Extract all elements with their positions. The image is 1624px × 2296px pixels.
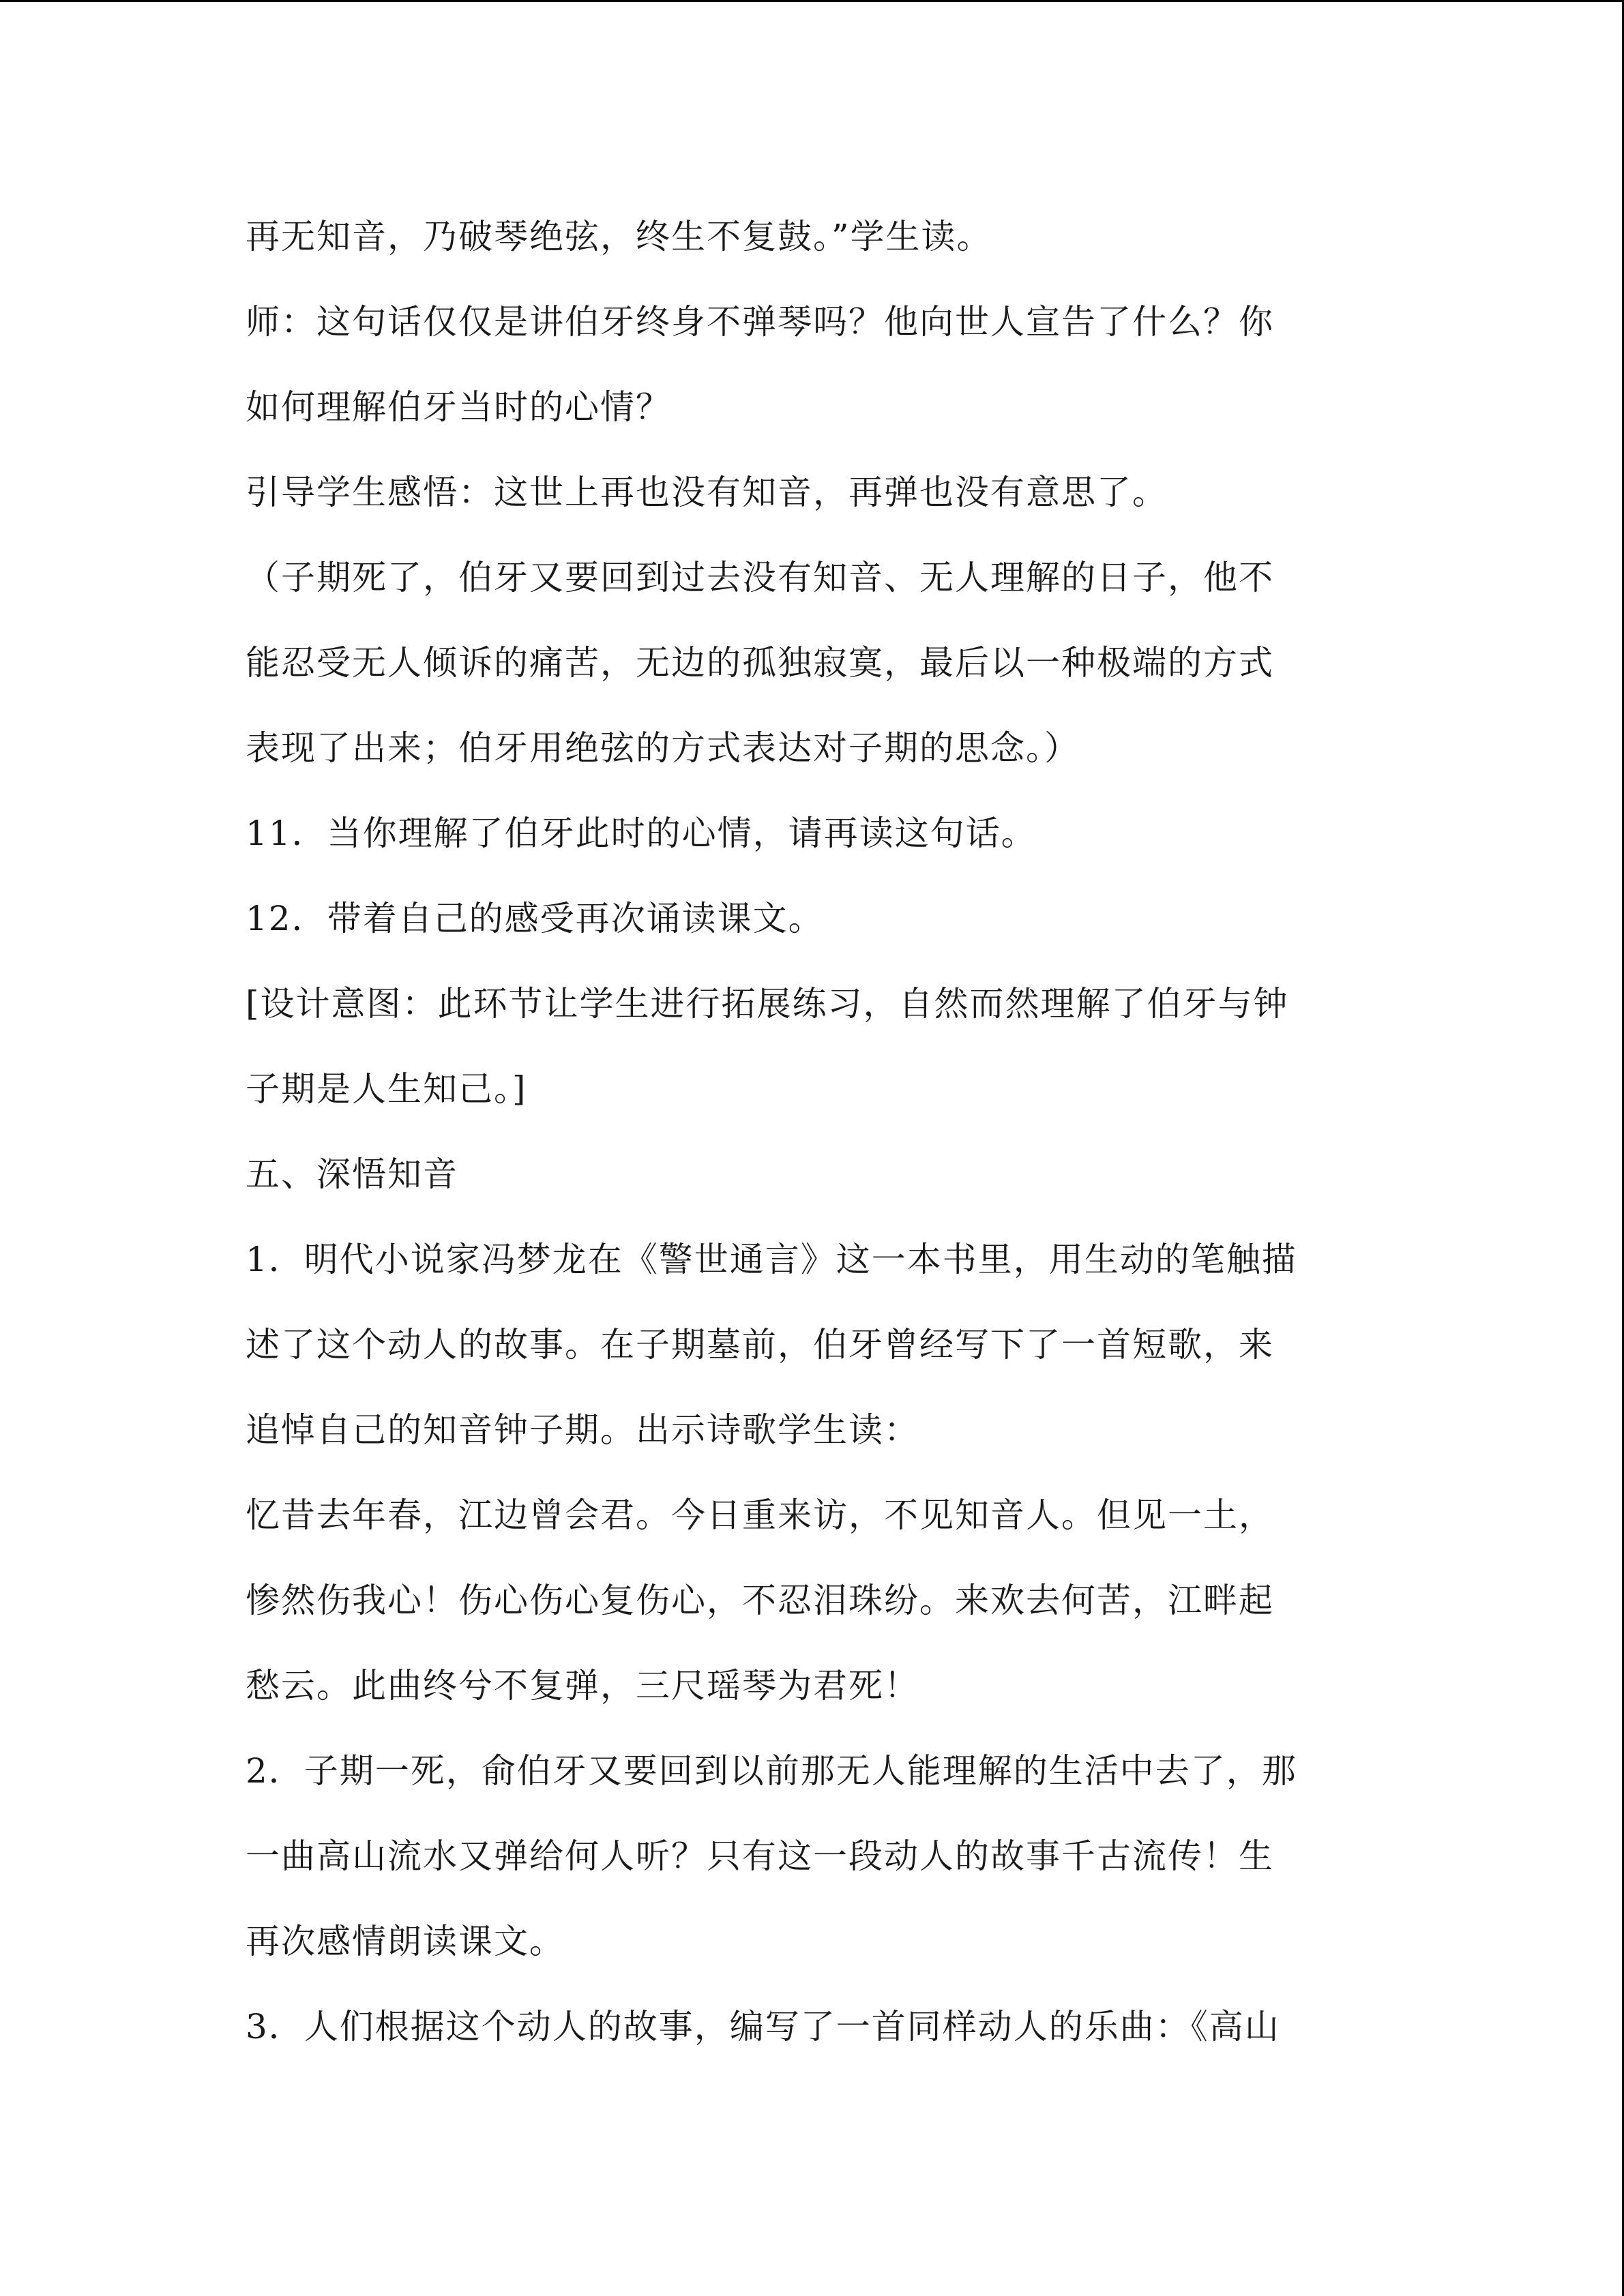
text-line: 述了这个动人的故事。在子期墓前，伯牙曾经写下了一首短歌，来	[246, 1325, 1274, 1365]
text-line: 师：这句话仅仅是讲伯牙终身不弹琴吗？他向世人宣告了什么？你	[246, 302, 1274, 342]
design-note: 子期是人生知己。]	[246, 1069, 527, 1109]
text-line: 表现了出来；伯牙用绝弦的方式表达对子期的思念。）	[246, 728, 1080, 768]
text-line: 能忍受无人倾诉的痛苦，无边的孤独寂寞，最后以一种极端的方式	[246, 643, 1274, 683]
text-line: 追悼自己的知音钟子期。出示诗歌学生读：	[246, 1410, 919, 1450]
text-line: 再次感情朗读课文。	[246, 1922, 565, 1961]
numbered-item: 1．明代小说家冯梦龙在《警世通言》这一本书里，用生动的笔触描	[246, 1240, 1297, 1279]
poem-line: 愁云。此曲终兮不复弹，三尺瑶琴为君死！	[246, 1666, 919, 1705]
design-note: [设计意图：此环节让学生进行拓展练习，自然而然理解了伯牙与钟	[246, 984, 1289, 1024]
numbered-item: 2．子期一死，俞伯牙又要回到以前那无人能理解的生活中去了，那	[246, 1751, 1297, 1791]
poem-line: 惨然伤我心！伤心伤心复伤心，不忍泪珠纷。来欢去何苦，江畔起	[246, 1581, 1274, 1620]
text-line: 再无知音，乃破琴绝弦，终生不复鼓。”学生读。	[246, 217, 992, 256]
text-line: 一曲高山流水又弹给何人听？只有这一段动人的故事千古流传！生	[246, 1836, 1274, 1876]
document-body	[246, 194, 1378, 2070]
text-line: 引导学生感悟：这世上再也没有知音，再弹也没有意思了。	[246, 473, 1168, 512]
poem-line: 忆昔去年春，江边曾会君。今日重来访，不见知音人。但见一土，	[246, 1495, 1274, 1535]
numbered-item: 12．带着自己的感受再次诵读课文。	[246, 899, 824, 938]
numbered-item: 3．人们根据这个动人的故事，编写了一首同样动人的乐曲：《高山	[246, 2007, 1280, 2046]
top-border	[0, 0, 1624, 2]
text-line: （子期死了，伯牙又要回到过去没有知音、无人理解的日子，他不	[246, 558, 1274, 597]
section-heading: 五、深悟知音	[246, 1154, 458, 1194]
text-line: 如何理解伯牙当时的心情？	[246, 387, 671, 427]
numbered-item: 11．当你理解了伯牙此时的心情，请再读这句话。	[246, 814, 1037, 853]
